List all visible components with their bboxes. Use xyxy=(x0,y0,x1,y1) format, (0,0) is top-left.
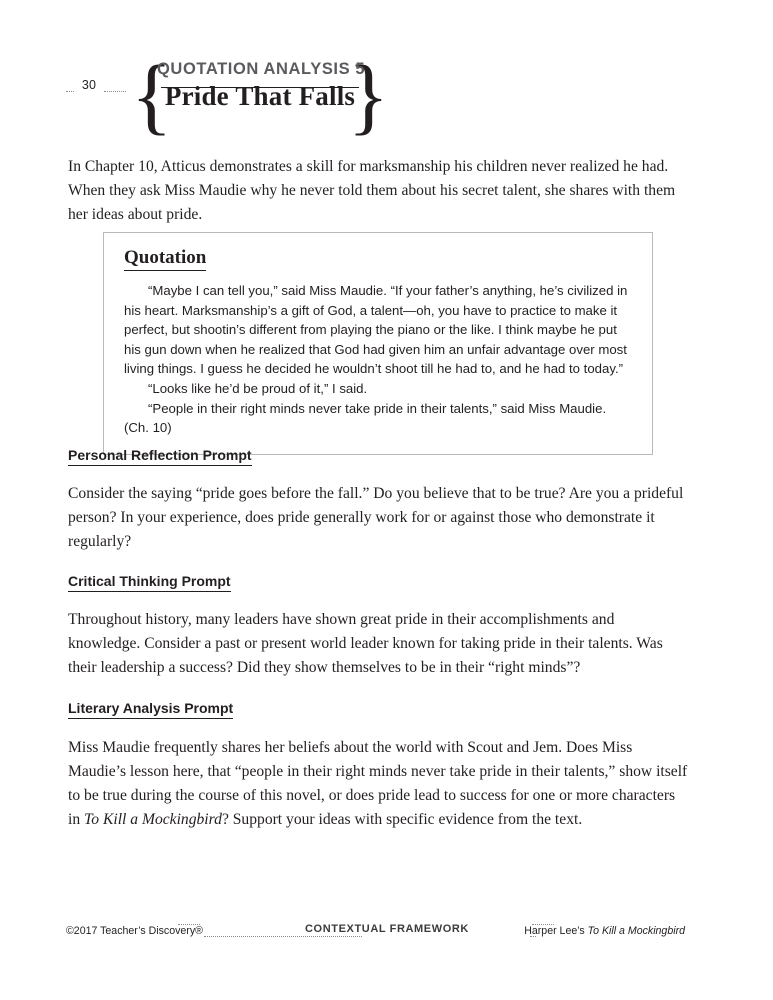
footer-dots-upper-left xyxy=(178,924,200,925)
title-inner xyxy=(157,60,366,112)
personal-reflection-prompt-heading: Personal Reflection Prompt xyxy=(68,447,252,466)
footer-book-prefix: Harper Lee’s xyxy=(524,925,588,937)
title-block xyxy=(131,47,389,143)
page-number: 30 xyxy=(81,78,97,92)
footer-copyright: ©2017 Teacher’s Discovery® xyxy=(66,925,203,937)
quotation-paragraph: “Looks like he’d be proud of it,” I said. xyxy=(148,380,368,396)
quotation-label: Quotation xyxy=(124,247,206,271)
footer-section-label: CONTEXTUAL FRAMEWORK xyxy=(305,923,469,935)
intro-paragraph: In Chapter 10, Atticus demonstrates a skill for marksmanship his children never realized he had. When they ask Miss Maudie why he never told them about his secret talent, she shares with them her ideas about pride. xyxy=(68,158,676,223)
title-divider xyxy=(161,87,359,88)
page-number-dots-right xyxy=(104,91,126,92)
critical-thinking-prompt-heading: Critical Thinking Prompt xyxy=(68,573,231,592)
quotation-paragraph: “People in their right minds never take pride in their talents,” said Miss Maudie. (Ch. 10) xyxy=(124,400,607,436)
left-brace-decoration: { xyxy=(131,47,173,143)
page-title: Pride That Falls xyxy=(164,81,356,111)
quotation-body xyxy=(124,281,632,438)
page-footer xyxy=(0,922,773,948)
literary-analysis-text-end: ? Support your ideas with specific evidence from the text. xyxy=(221,811,583,828)
literary-analysis-prompt-body xyxy=(68,736,688,832)
footer-book-title: To Kill a Mockingbird xyxy=(587,925,685,937)
book-title-italic: To Kill a Mockingbird xyxy=(84,811,222,828)
literary-analysis-prompt-heading: Literary Analysis Prompt xyxy=(68,700,233,719)
activity-kicker: QUOTATION ANALYSIS 5 xyxy=(157,60,366,78)
quotation-box xyxy=(103,232,653,455)
quotation-paragraph: “Maybe I can tell you,” said Miss Maudie. “If your father’s anything, he’s civilized in his heart. Marksmanship’s a gift of God, a talent—oh, you have to practice to make it perfect, but shootin’s different from playing the piano or the like. I think maybe he put his gun down when he realized that God had given him an unfair advantage over most living things. I guess he decided he wouldn’t shoot till he had to, and he had to today.” xyxy=(124,283,628,377)
right-brace-decoration: } xyxy=(347,47,389,143)
page-header xyxy=(0,47,773,146)
personal-reflection-prompt-body: Consider the saying “pride goes before the fall.” Do you believe that to be true? Are you a prideful person? In your experience, does pride generally work for or against those who demonstrate it regularly? xyxy=(68,485,684,550)
footer-book-reference xyxy=(524,925,685,937)
footer-dotted-rule-left xyxy=(204,936,362,937)
critical-thinking-prompt-body: Throughout history, many leaders have shown great pride in their accomplishments and knowledge. Consider a past or present world leader known for taking pride in their talents. Was their leadership a success? Did they show themselves to be in their “right minds”? xyxy=(68,611,663,676)
literary-analysis-text-start: Miss Maudie frequently shares her beliefs about the world with Scout and Jem. Does Miss Maudie’s lesson here, that “people in their right minds never take pride in their talents,” show itself to be true during the course of this novel, or does pride lead to success for one or more characters in xyxy=(68,739,688,828)
page-number-dots-left xyxy=(66,91,74,92)
